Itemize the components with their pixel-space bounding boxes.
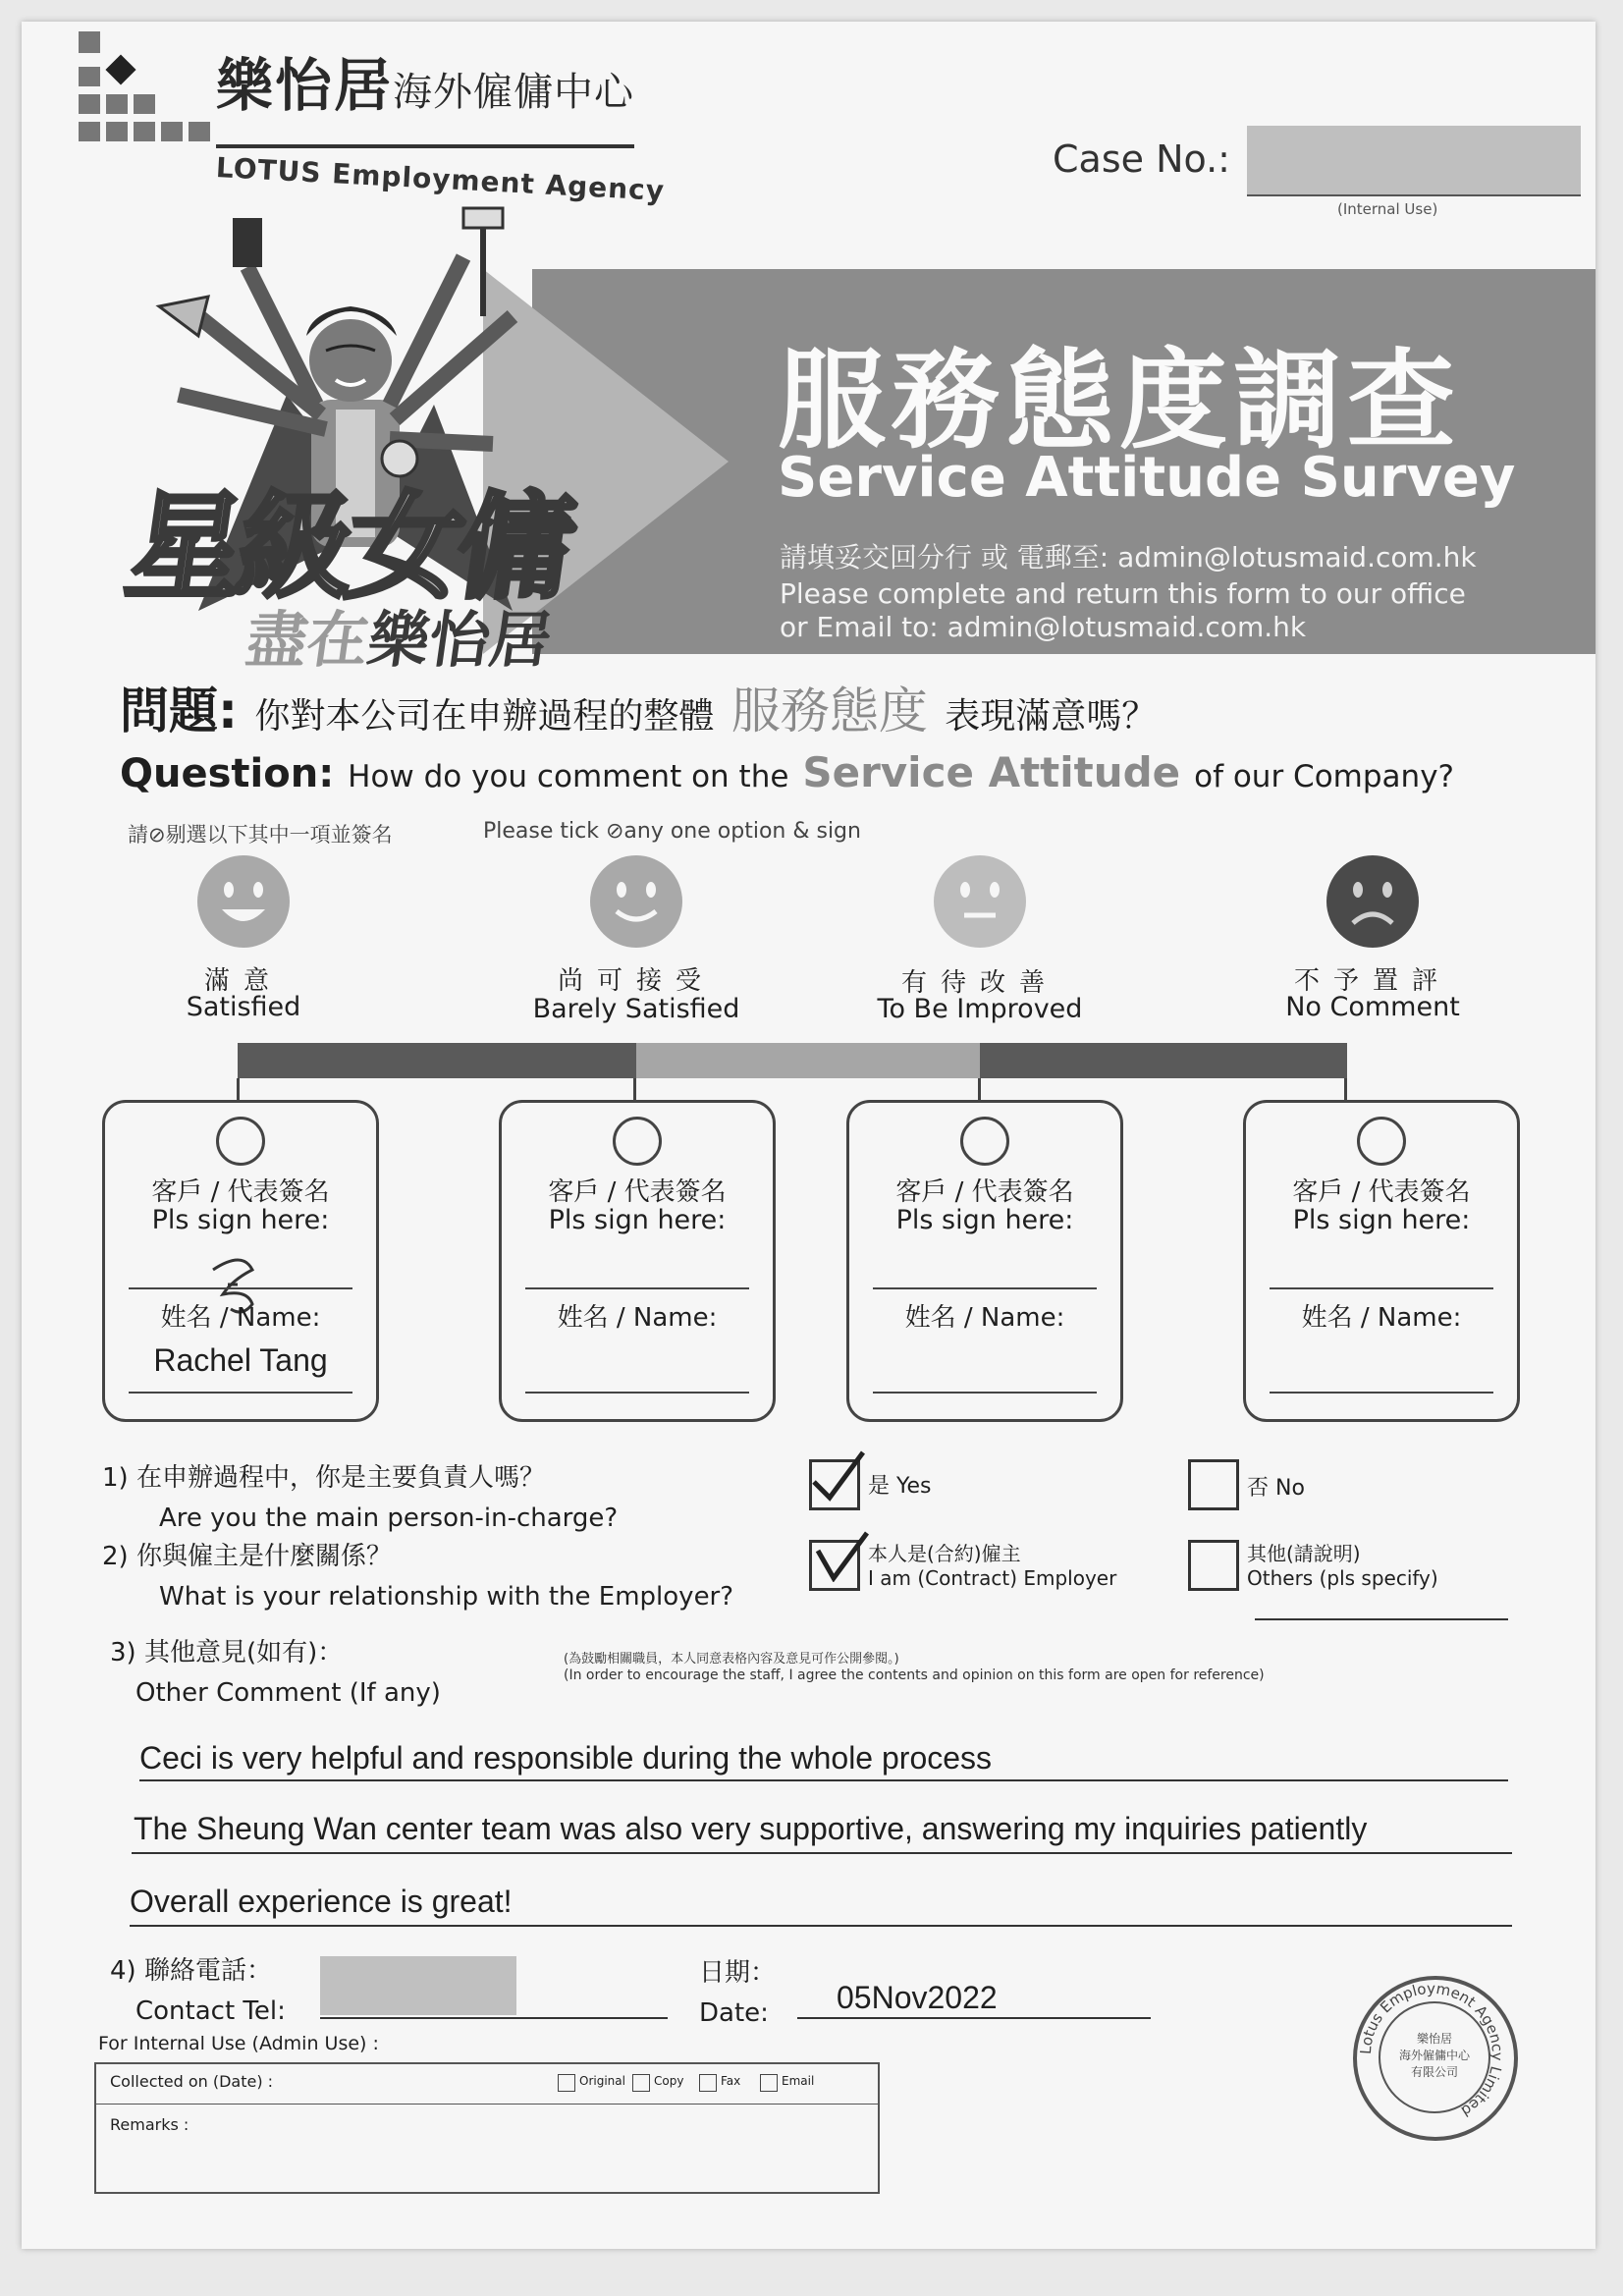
seal-center: 樂怡居 海外僱傭中心 有限公司 [1379, 2001, 1490, 2113]
signature-line [525, 1287, 749, 1289]
banner-title-english: Service Attitude Survey [778, 446, 1516, 510]
question-2-en: What is your relationship with the Employer? [159, 1582, 734, 1612]
comment-line-2[interactable]: The Sheung Wan center team was also very supportive, answering my inquiries patiently [134, 1811, 1368, 1846]
company-seal [1353, 1976, 1518, 2141]
sign-label-cn: 客戶 / 代表簽名 [548, 1177, 727, 1207]
fax-label: Fax [721, 2074, 741, 2088]
question-1-en: Are you the main person-in-charge? [159, 1503, 619, 1533]
checkmark-icon [810, 1527, 869, 1582]
comment-line-3[interactable]: Overall experience is great! [130, 1884, 513, 1919]
contact-tel-line[interactable] [320, 2017, 668, 2019]
case-number-line [1247, 194, 1581, 196]
name-line [525, 1392, 749, 1394]
contact-tel-redacted [320, 1956, 516, 2015]
option-radio-satisfied[interactable] [216, 1117, 265, 1166]
case-number-label: Case No.: [1053, 137, 1230, 181]
logo-underline [216, 144, 634, 148]
q1-no-label: 否 No [1247, 1476, 1305, 1501]
consent-note-cn: (為鼓勵相關職員，本人同意表格內容及意見可作公開參閱。) [564, 1652, 899, 1667]
name-label: 姓名 / Name: [557, 1303, 718, 1333]
checkmark-icon [808, 1449, 867, 1503]
name-line [129, 1392, 352, 1394]
q1-yes-label: 是 Yes [868, 1474, 932, 1499]
tick-circle-icon: ⊘ [605, 819, 624, 844]
signature-line [129, 1287, 352, 1289]
sign-label-en: Pls sign here: [1292, 1205, 1471, 1235]
original-checkbox[interactable] [558, 2074, 575, 2092]
scale-bar-middle [636, 1043, 980, 1078]
option-barely-satisfied-en: Barely Satisfied [532, 994, 740, 1024]
slogan-sub: 盡在樂怡居 [242, 604, 557, 676]
date-label: 日期： Date: [699, 1958, 777, 2028]
option-satisfied-cn: 滿意 [203, 966, 283, 996]
email-label: Email [782, 2074, 815, 2088]
question-3-cn: 3) 其他意見(如有)： [110, 1638, 344, 1667]
date-value[interactable]: 05Nov2022 [837, 1980, 998, 2015]
logo-english-name: LOTUS Employment Agency [215, 151, 666, 207]
tick-circle-icon: ⊘ [148, 823, 166, 847]
question-2 [102, 1536, 733, 1612]
admin-box-divider [96, 2104, 878, 2105]
tick-instruction-cn: 請⊘剔選以下其中一項並簽名 [128, 823, 393, 847]
comment-line-1[interactable]: Ceci is very helpful and responsible during the whole process [139, 1740, 993, 1776]
q1-yes-checkbox[interactable] [809, 1459, 860, 1510]
comment-rule [139, 1779, 1508, 1781]
collected-on-label: Collected on (Date) : [110, 2072, 274, 2091]
q2-employer-checkbox[interactable] [809, 1540, 860, 1591]
survey-form [22, 22, 1596, 2249]
logo-chinese-name: 樂怡居海外僱傭中心 [216, 52, 635, 119]
smile-face-icon [587, 852, 685, 951]
question-1-cn: 1) 在申辦過程中，你是主要負責人嗎？ [102, 1463, 545, 1493]
neutral-face-icon [931, 852, 1029, 951]
q1-no-checkbox[interactable] [1188, 1459, 1239, 1510]
banner-return-instruction-en: Please complete and return this form to our office [780, 577, 1466, 610]
sign-label-en: Pls sign here: [895, 1205, 1074, 1235]
q2-others-label: 其他(請說明) Others (pls specify) [1247, 1542, 1438, 1590]
option-to-be-improved-cn: 有待改善 [900, 968, 1058, 998]
option-radio-barely-satisfied[interactable] [613, 1117, 662, 1166]
consent-note-en: (In order to encourage the staff, I agree the contents and opinion on this form are open for reference) [564, 1667, 1265, 1683]
sign-label-en: Pls sign here: [548, 1205, 727, 1235]
scale-bar-left [238, 1043, 636, 1078]
tick-instruction-en: Please tick ⊘any one option & sign [483, 819, 861, 844]
name-label: 姓名 / Name: [160, 1303, 321, 1333]
option-radio-no-comment[interactable] [1357, 1117, 1406, 1166]
question-3-en: Other Comment (If any) [135, 1678, 441, 1708]
question-english: Question: How do you comment on the Service Attitude of our Company? [120, 748, 1454, 796]
remarks-label: Remarks : [110, 2115, 189, 2134]
others-specify-line[interactable] [1255, 1618, 1508, 1620]
banner-return-instruction-cn: 請填妥交回分行 或 電郵至: admin@lotusmaid.com.hk [780, 541, 1477, 574]
email-checkbox[interactable] [760, 2074, 778, 2092]
fax-checkbox[interactable] [699, 2074, 717, 2092]
name-label: 姓名 / Name: [1301, 1303, 1462, 1333]
sign-label-en: Pls sign here: [151, 1205, 330, 1235]
option-radio-to-be-improved[interactable] [960, 1117, 1009, 1166]
sign-label-cn: 客戶 / 代表簽名 [1292, 1177, 1471, 1207]
option-card-no-comment[interactable] [1243, 1100, 1520, 1422]
name-line [873, 1392, 1097, 1394]
signature-line [1270, 1287, 1493, 1289]
contact-tel-label: 4) 聯絡電話： Contact Tel: [110, 1956, 286, 2026]
question-1 [102, 1457, 618, 1533]
internal-use-note: (Internal Use) [1337, 200, 1438, 218]
admin-use-box [94, 2062, 880, 2194]
option-card-to-be-improved[interactable] [846, 1100, 1123, 1422]
case-number-redacted [1247, 126, 1581, 196]
signature-line [873, 1287, 1097, 1289]
name-line [1270, 1392, 1493, 1394]
option-barely-satisfied-cn: 尚可接受 [557, 966, 715, 996]
comment-rule [132, 1852, 1512, 1854]
q2-others-checkbox[interactable] [1188, 1540, 1239, 1591]
option-card-satisfied[interactable] [102, 1100, 379, 1422]
q2-employer-label: 本人是(合約)僱主 I am (Contract) Employer [868, 1542, 1117, 1590]
svg-text:Lotus Employment Agency Limite: Lotus Employment Agency Limited [1356, 1979, 1507, 2120]
copy-label: Copy [654, 2074, 684, 2088]
option-no-comment-cn: 不予置評 [1293, 966, 1451, 996]
comment-rule [130, 1925, 1512, 1927]
sad-face-icon [1324, 852, 1422, 951]
admin-use-title: For Internal Use (Admin Use) : [98, 2033, 379, 2054]
option-no-comment-en: No Comment [1285, 992, 1460, 1022]
option-card-barely-satisfied[interactable] [499, 1100, 776, 1422]
sign-label-cn: 客戶 / 代表簽名 [895, 1177, 1074, 1207]
copy-checkbox[interactable] [632, 2074, 650, 2092]
question-chinese: 問題: 你對本公司在申辦過程的整體 服務態度 表現滿意嗎？ [120, 683, 1158, 739]
date-line [797, 2017, 1151, 2019]
happy-face-icon [194, 852, 293, 951]
banner-title-chinese: 服務態度調查 [778, 338, 1461, 464]
name-value[interactable]: Rachel Tang [153, 1342, 328, 1378]
question-3 [110, 1632, 441, 1708]
option-satisfied-en: Satisfied [186, 992, 301, 1022]
original-label: Original [579, 2074, 625, 2088]
logo-mark [79, 31, 216, 147]
sign-label-cn: 客戶 / 代表簽名 [151, 1177, 330, 1207]
slogan-main: 星級女傭 [118, 479, 578, 615]
banner-email-instruction: or Email to: admin@lotusmaid.com.hk [780, 611, 1307, 643]
question-2-cn: 2) 你與僱主是什麼關係？ [102, 1542, 392, 1571]
name-label: 姓名 / Name: [904, 1303, 1065, 1333]
scale-bar-right [980, 1043, 1347, 1078]
option-to-be-improved-en: To Be Improved [877, 994, 1083, 1024]
